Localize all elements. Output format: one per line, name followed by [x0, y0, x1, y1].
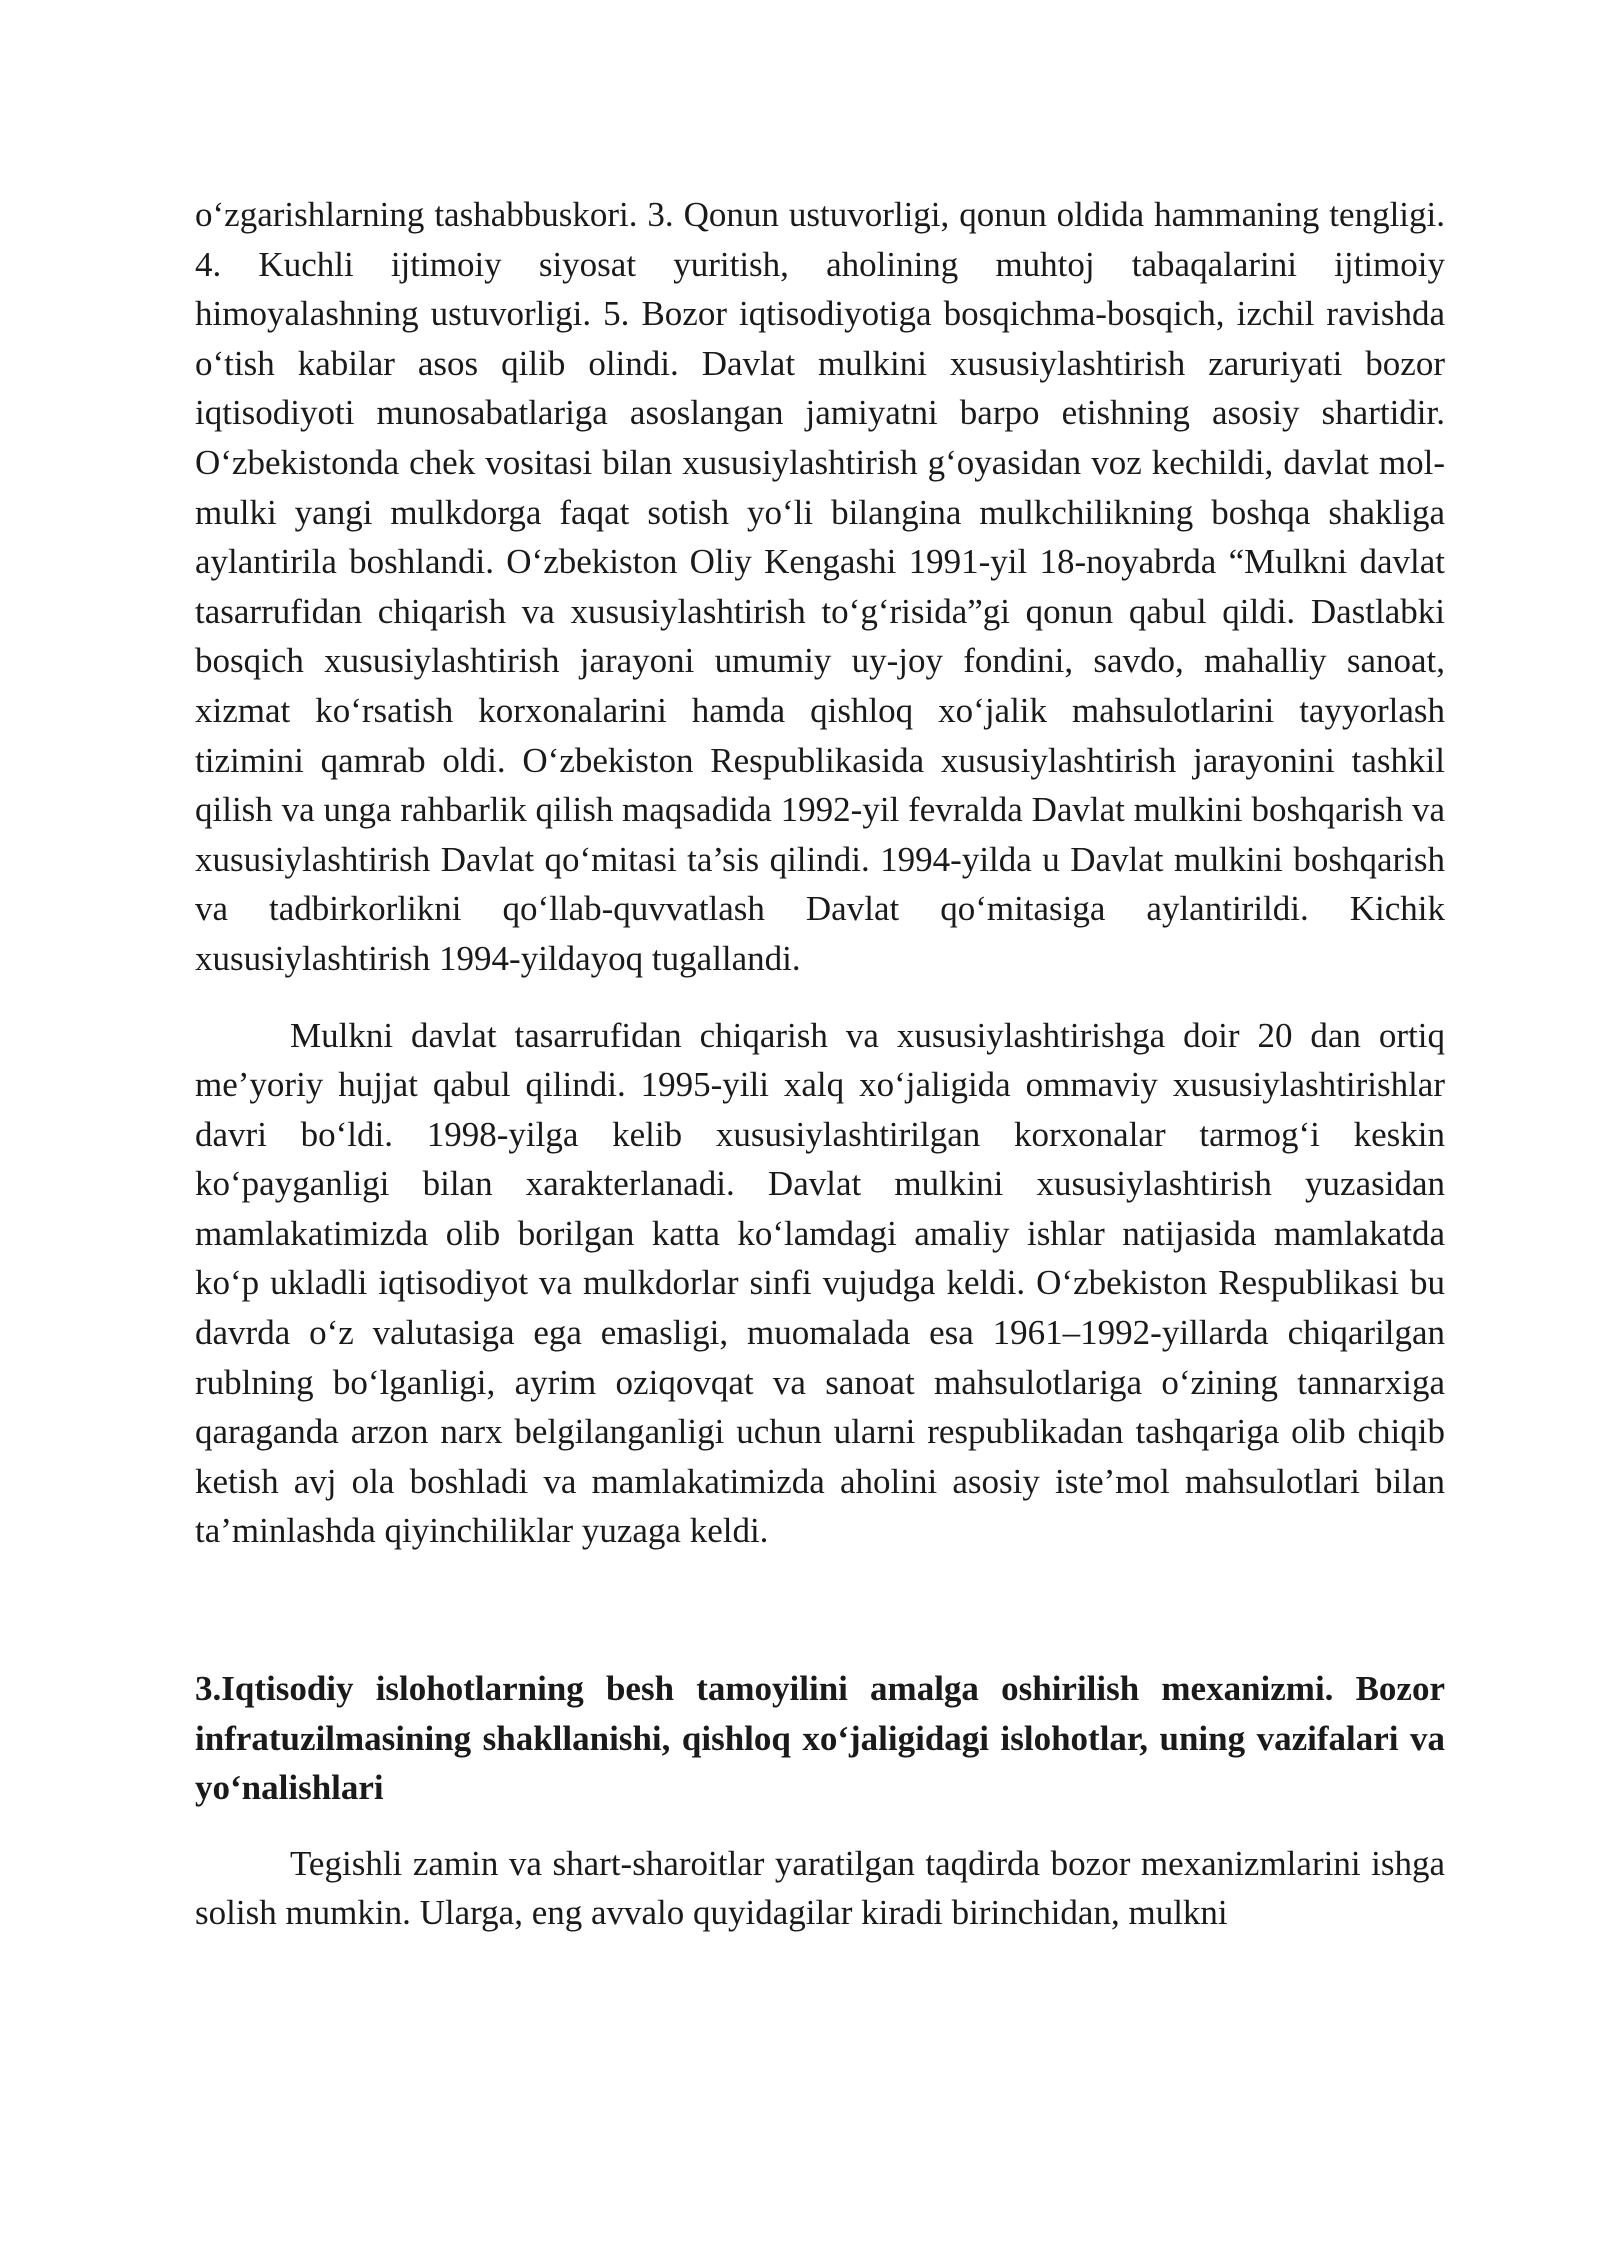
body-paragraph-2: Mulkni davlat tasarrufidan chiqarish va xususiylashtirishga doir 20 dan ortiq me’yoriy hujjat qabul qilindi. 1995-yili xalq xo‘jaligida ommaviy xususiylashtirishlar davri bo‘ldi. 1998-yilga kelib xususiylashtirilgan korxonalar tarmog‘i keskin ko‘payganligi bilan xarakterlanadi. Davlat mulkini xususiylashtirish yuzasidan mamlakatimizda olib borilgan katta ko‘lamdagi amaliy ishlar natijasida mamlakatda ko‘p ukladli iqtisodiyot va mulkdorlar sinfi vujudga keldi. O‘zbekiston Respublikasi bu davrda o‘z valutasiga ega emasligi, muomalada esa 1961–1992-yillarda chiqarilgan rublning bo‘lganligi, ayrim oziqovqat va sanoat mahsulotlariga o‘zining tannarxiga qaraganda arzon narx belgilanganligi uchun ularni respublikadan tashqariga olib chiqib ketish avj ola boshladi va mamlakatimizda aholini asosiy iste’mol mahsulotlari bilan ta’minlashda qiyinchiliklar yuzaga keldi.: [195, 1015, 1445, 1551]
document-page: [195, 190, 1445, 1938]
body-paragraph-1: o‘zgarishlarning tashabbuskori. 3. Qonun ustuvorligi, qonun oldida hammaning tengligi. 4. Kuchli ijtimoiy siyosat yuritish, aholining muhtoj tabaqalarini ijtimoiy himoyalashning ustuvorligi. 5. Bozor iqtisodiyotiga bosqichma-bosqich, izchil ravishda o‘tish kabilar asos qilib olindi. Davlat mulkini xususiylashtirish zaruriyati bozor iqtisodiyoti munosabatlariga asoslangan jamiyatni barpo etishning asosiy shartidir. O‘zbekistonda chek vositasi bilan xususiylashtirish g‘oyasidan voz kechildi, davlat mol-mulki yangi mulkdorga faqat sotish yo‘li bilangina mulkchilikning boshqa shakliga aylantirila boshlandi. O‘zbekiston Oliy Kengashi 1991-yil 18-noyabrda “Mulkni davlat tasarrufidan chiqarish va xususiylashtirish to‘g‘risida”gi qonun qabul qildi. Dastlabki bosqich xususiylashtirish jarayoni umumiy uy-joy fondini, savdo, mahalliy sanoat, xizmat ko‘rsatish korxonalarini hamda qishloq xo‘jalik mahsulotlarini tayyorlash tizimini qamrab oldi. O‘zbekiston Respublikasida xususiylashtirish jarayonini tashkil qilish va unga rahbarlik qilish maqsadida 1992-yil fevralda Davlat mulkini boshqarish va xususiylashtirish Davlat qo‘mitasi ta’sis qilindi. 1994-yilda u Davlat mulkini boshqarish va tadbirkorlikni qo‘llab-quvvatlash Davlat qo‘mitasiga aylantirildi. Kichik xususiylashtirish 1994-yildayoq tugallandi.: [195, 195, 1445, 978]
section-heading: 3.Iqtisodiy islohotlarning besh tamoyilini amalga oshirilish mexanizmi. Bozor infratuzilmasining shakllanishi, qishloq xo‘jaligidagi islohotlar, uning vazifalari va yo‘nalishlari: [195, 1669, 1445, 1808]
body-paragraph-3: Tegishli zamin va shart-sharoitlar yaratilgan taqdirda bozor mexanizmlarini ishga solish mumkin. Ularga, eng avvalo quyidagilar kiradi birinchidan, mulkni: [195, 1843, 1445, 1933]
